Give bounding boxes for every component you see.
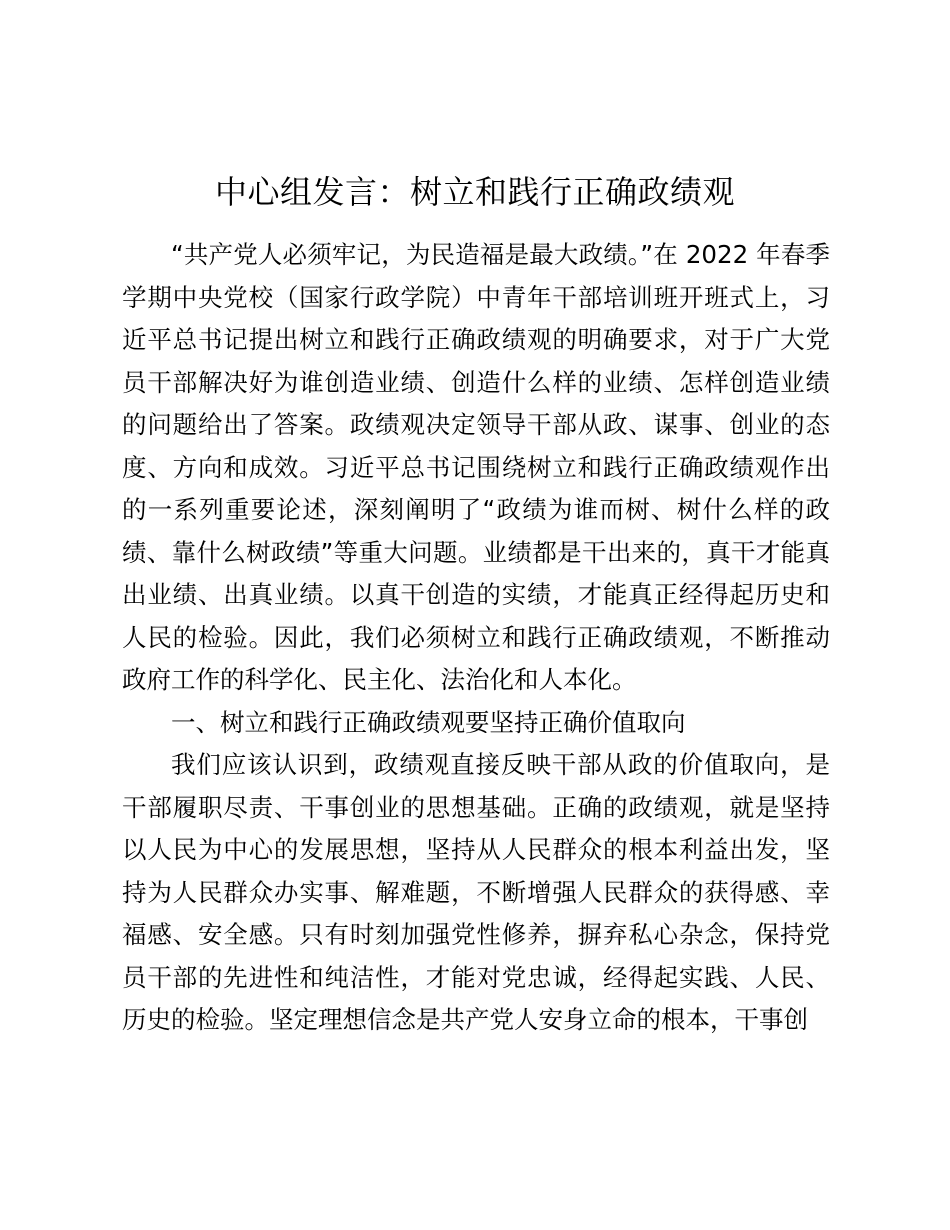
paragraph-section-1: 我们应该认识到，政绩观直接反映干部从政的价值取向，是干部履职尽责、干事创业的思想基础。正确的政绩观，就是坚持以人民为中心的发展思想，坚持从人民群众的根本利益出发，坚持为人民群众办实事、解难题，不断增强人民群众的获得感、幸福感、安全感。只有时刻加强党性修养，摒弃私心杂念，保持党员干部的先进性和纯洁性，才能对党忠诚，经得起实践、人民、历史的检验。坚定理想信念是共产党人安身立命的根本，干事创 [122, 750, 830, 1034]
document-body [122, 234, 830, 1042]
paragraph-intro: “共产党人必须牢记，为民造福是最大政绩。”在 2022 年春季学期中央党校（国家行政学院）中青年干部培训班开班式上，习近平总书记提出树立和践行正确政绩观的明确要求，对于广大党员干部解决好为谁创造业绩、创造什么样的业绩、怎样创造业绩的问题给出了答案。政绩观决定领导干部从政、谋事、创业的态度、方向和成效。习近平总书记围绕树立和践行正确政绩观作出的一系列重要论述，深刻阐明了“政绩为谁而树、树什么样的政绩、靠什么树政绩”等重大问题。业绩都是干出来的，真干才能真出业绩、出真业绩。以真干创造的实绩，才能真正经得起历史和人民的检验。因此，我们必须树立和践行正确政绩观，不断推动政府工作的科学化、民主化、法治化和人本化。 [122, 240, 830, 694]
section-heading-1: 一、树立和践行正确政绩观要坚持正确价值取向 [171, 707, 686, 737]
document-title: 中心组发言：树立和践行正确政绩观 [214, 173, 735, 211]
